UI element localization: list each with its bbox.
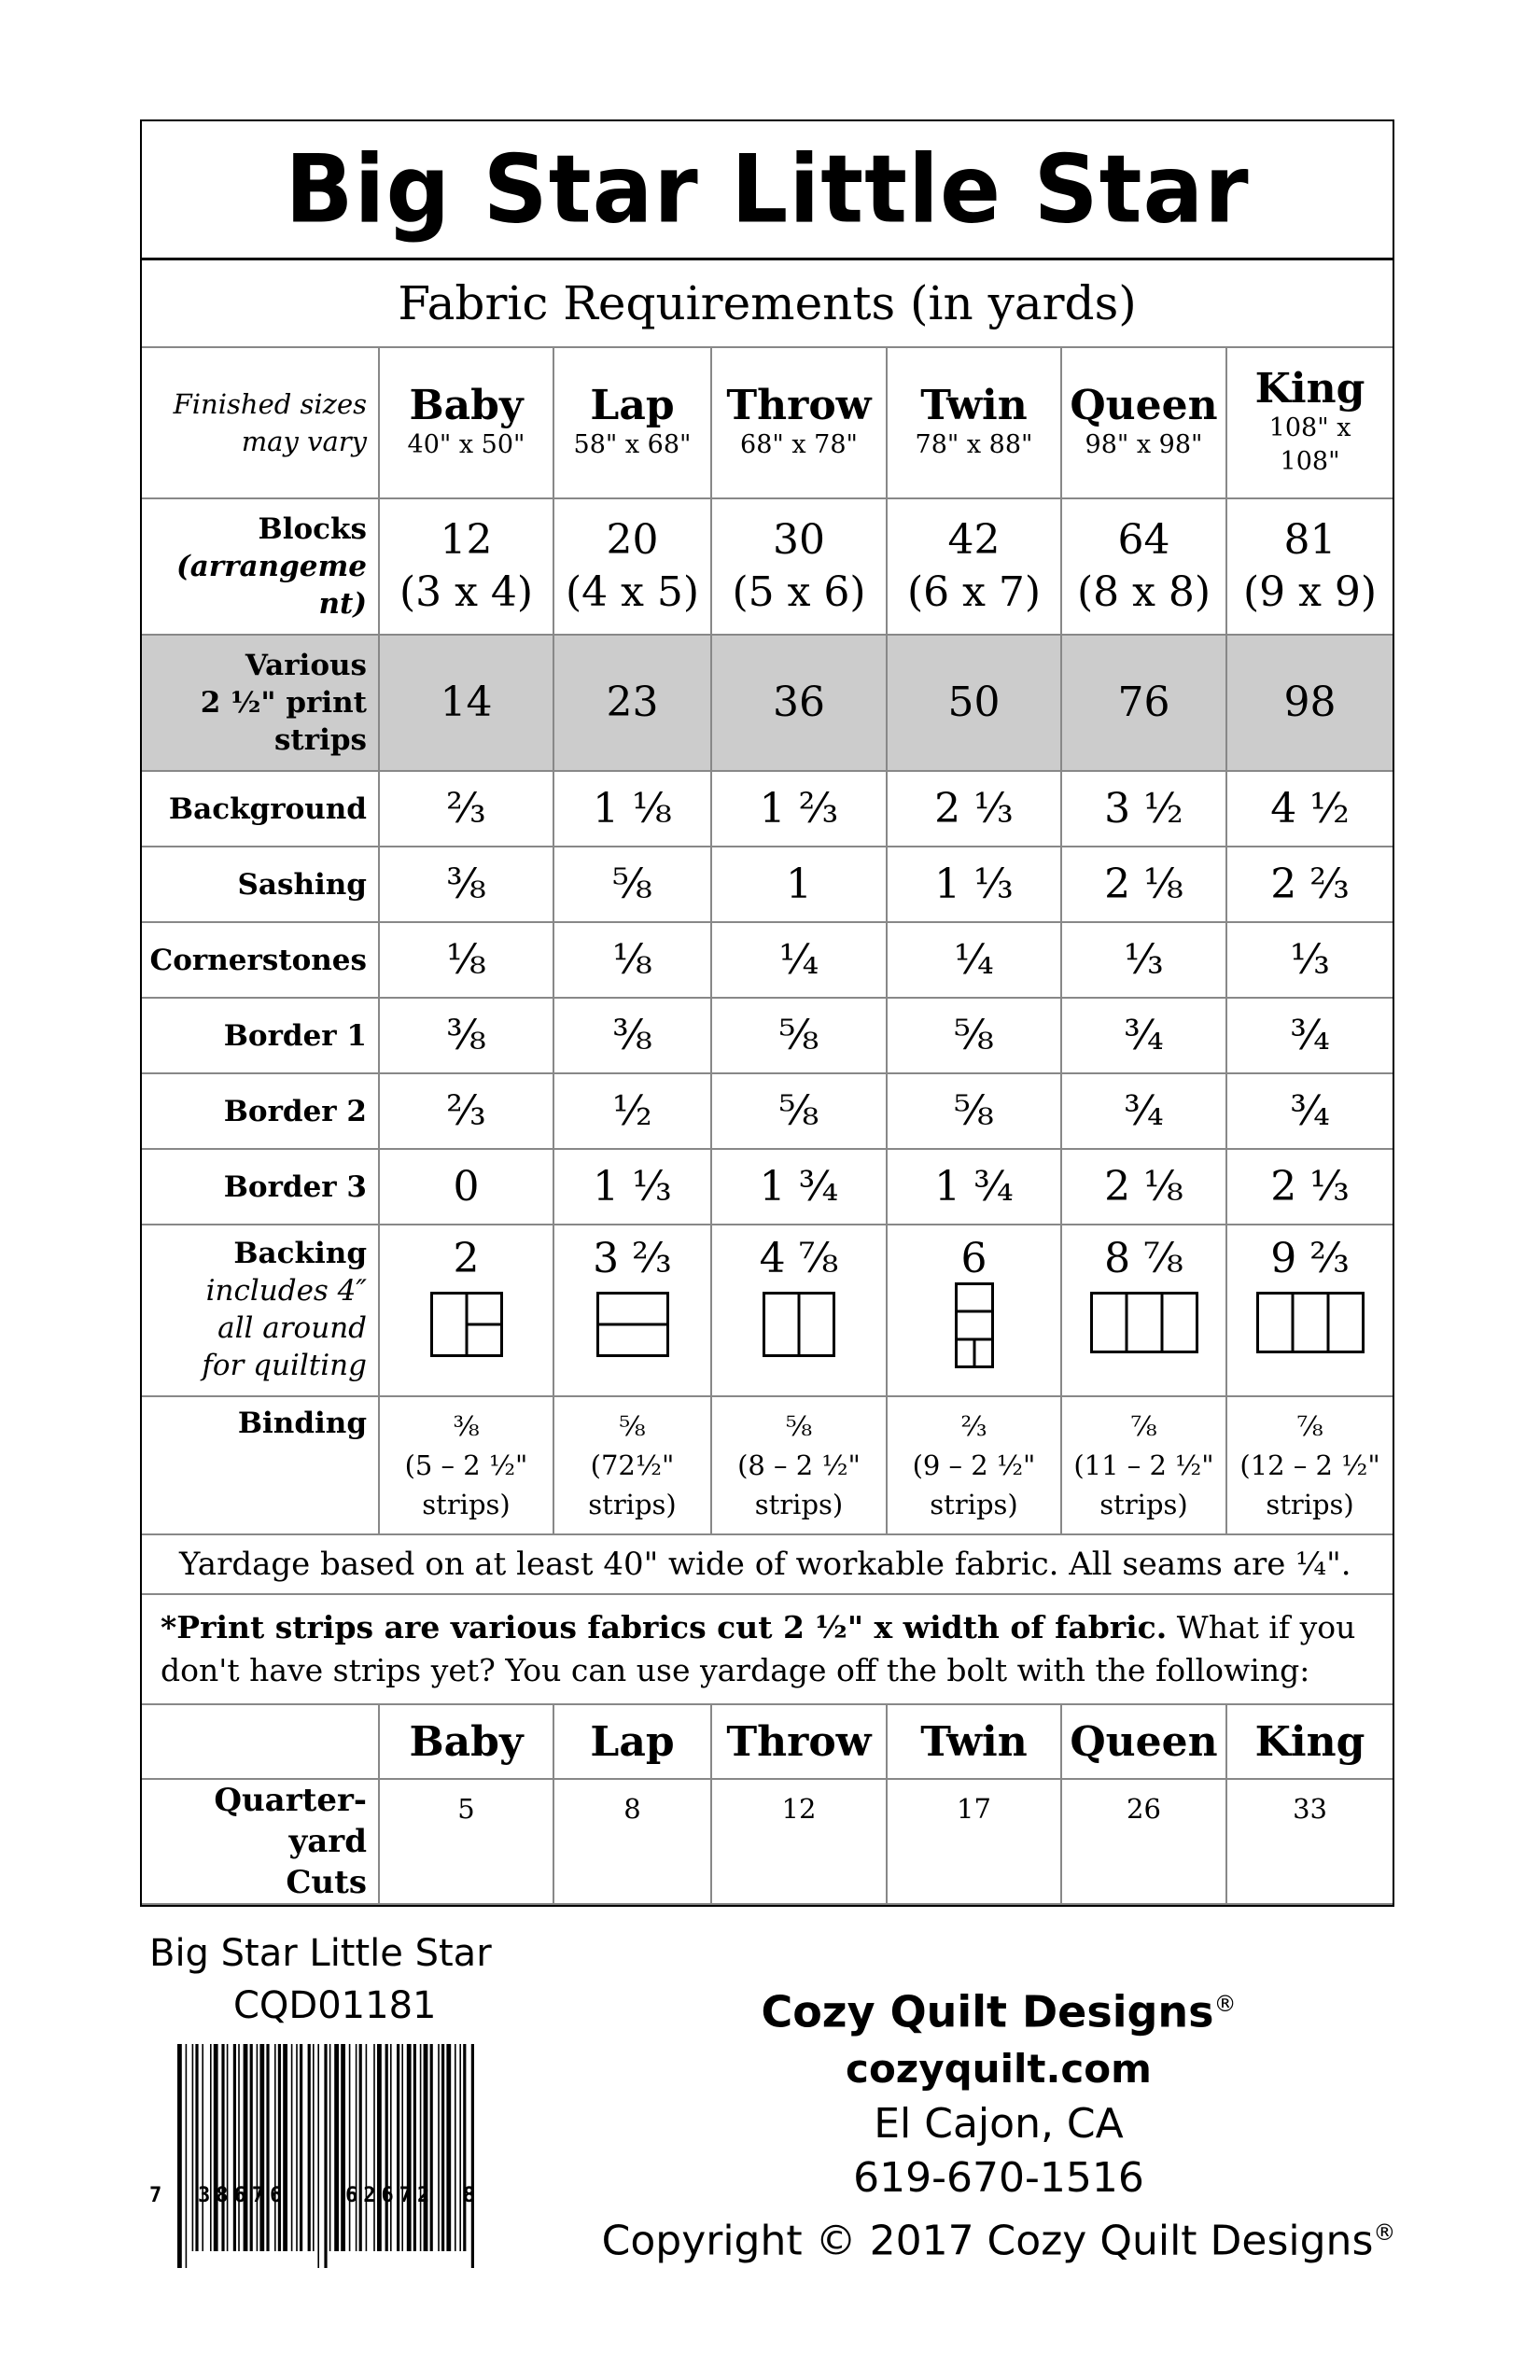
table-subtitle: Fabric Requirements (in yards) xyxy=(142,260,1393,347)
barcode-bar xyxy=(413,2044,416,2251)
row-label: Border 1 xyxy=(142,998,379,1073)
size-king: King 108" x 108" xyxy=(1226,347,1393,498)
size-throw: Throw 68" x 78" xyxy=(711,347,887,498)
copyright: Copyright © 2017 Cozy Quilt Designs® xyxy=(601,2217,1396,2265)
binding-cell: ⅜ (5 – 2 ½" strips) xyxy=(379,1396,553,1534)
binding-cell: ⅝ (72½" strips) xyxy=(553,1396,711,1534)
yardage-cell: ¾ xyxy=(1226,1073,1393,1149)
barcode-bar xyxy=(459,2044,461,2251)
fabric-requirements-table xyxy=(142,260,1393,1905)
column-header: King xyxy=(1226,1704,1393,1779)
barcode-bar xyxy=(296,2044,298,2251)
barcode-bar xyxy=(390,2044,392,2251)
product-code: CQD01181 xyxy=(233,1984,437,2027)
binding-label: Binding xyxy=(142,1396,379,1534)
backing-layout-icon xyxy=(1090,1292,1198,1353)
yardage-cell: 0 xyxy=(379,1149,553,1225)
company-city: El Cajon, CA xyxy=(874,2100,1124,2149)
barcode-bar xyxy=(308,2044,311,2251)
yardage-cell: ⅝ xyxy=(887,1073,1061,1149)
barcode-digit: 8 xyxy=(463,2184,476,2207)
yardage-cell: ¾ xyxy=(1061,1073,1226,1149)
yardage-cell: 1 ⅔ xyxy=(711,771,887,847)
strips-cell: 98 xyxy=(1226,635,1393,771)
yardage-cell: ⅜ xyxy=(553,998,711,1073)
blocks-cell: 81 (9 x 9) xyxy=(1226,498,1393,635)
row-label: Background xyxy=(142,771,379,847)
yardage-note: Yardage based on at least 40" wide of workable fabric. All seams are ¼". xyxy=(142,1534,1393,1594)
yardage-cell: 1 ¾ xyxy=(711,1149,887,1225)
row-label: Sashing xyxy=(142,847,379,922)
column-header: Queen xyxy=(1061,1704,1226,1779)
barcode-bar xyxy=(430,2044,433,2251)
blocks-cell: 20 (4 x 5) xyxy=(553,498,711,635)
quarter-yard-cell: 26 xyxy=(1061,1779,1226,1904)
barcode-bar xyxy=(441,2044,444,2251)
sashing-row xyxy=(142,847,1393,922)
barcode-digit: 38676 xyxy=(198,2184,288,2207)
barcode-bar xyxy=(238,2044,240,2251)
barcode-bar xyxy=(266,2044,269,2251)
print-strips-label: Various 2 ½" print strips xyxy=(142,635,379,771)
barcode-bar xyxy=(221,2044,224,2251)
strips-cell: 76 xyxy=(1061,635,1226,771)
company-phone: 619-670-1516 xyxy=(853,2154,1144,2203)
yardage-cell: 1 ⅛ xyxy=(553,771,711,847)
barcode-bar xyxy=(250,2044,253,2251)
barcode-bar xyxy=(244,2044,248,2251)
barcode-bar xyxy=(313,2044,315,2251)
barcode-bar xyxy=(385,2044,388,2251)
blocks-cell: 30 (5 x 6) xyxy=(711,498,887,635)
blocks-cell: 42 (6 x 7) xyxy=(887,498,1061,635)
row-label: Cornerstones xyxy=(142,922,379,998)
yardage-cell: ⅔ xyxy=(379,1073,553,1149)
backing-cell: 2 xyxy=(379,1225,553,1396)
size-queen: Queen 98" x 98" xyxy=(1061,347,1226,498)
yardage-cell: ⅓ xyxy=(1226,922,1393,998)
quarter-yard-label: Quarter-yard Cuts xyxy=(142,1779,379,1904)
yardage-cell: ⅝ xyxy=(887,998,1061,1073)
yardage-cell: 1 ⅓ xyxy=(887,847,1061,922)
yardage-cell: 1 xyxy=(711,847,887,922)
backing-layout-icon xyxy=(596,1292,669,1357)
requirements-frame xyxy=(140,119,1394,1907)
barcode-bar xyxy=(300,2044,302,2251)
quarter-yard-cell: 12 xyxy=(711,1779,887,1904)
column-header: Baby xyxy=(379,1704,553,1779)
cornerstones-row xyxy=(142,922,1393,998)
yardage-cell: ¾ xyxy=(1226,998,1393,1073)
quarter-yard-row xyxy=(142,1779,1393,1904)
quarter-yard-cell: 8 xyxy=(553,1779,711,1904)
binding-cell: ⅝ (8 – 2 ½" strips) xyxy=(711,1396,887,1534)
backing-label: Backing includes 4″ all around for quilting xyxy=(142,1225,379,1396)
barcode-bar xyxy=(420,2044,422,2251)
yardage-cell: 1 ⅓ xyxy=(553,1149,711,1225)
yardage-cell: ⅜ xyxy=(379,998,553,1073)
company-info xyxy=(597,1974,1400,2269)
size-lap: Lap 58" x 68" xyxy=(553,347,711,498)
barcode-bar xyxy=(202,2044,203,2251)
column-header: Lap xyxy=(553,1704,711,1779)
yardage-cell: 2 ⅓ xyxy=(887,771,1061,847)
barcode-bar xyxy=(257,2044,259,2251)
backing-layout-icon xyxy=(955,1282,994,1368)
barcode-bar xyxy=(366,2044,368,2251)
barcode-bar xyxy=(274,2044,276,2251)
background-row xyxy=(142,771,1393,847)
yardage-cell: 2 ⅓ xyxy=(1226,1149,1393,1225)
barcode-digit: 62672 xyxy=(345,2184,436,2207)
backing-layout-icon xyxy=(1256,1292,1365,1353)
barcode-bar xyxy=(259,2044,264,2251)
yardage-cell: ⅛ xyxy=(553,922,711,998)
product-name: Big Star Little Star xyxy=(149,1932,492,1975)
barcode-bar xyxy=(463,2044,466,2251)
barcode-bar xyxy=(186,2044,188,2268)
barcode xyxy=(168,2044,485,2268)
yardage-cell: ¼ xyxy=(711,922,887,998)
yardage-cell: 3 ½ xyxy=(1061,771,1226,847)
backing-cell: 8 ⅞ xyxy=(1061,1225,1226,1396)
company-website[interactable]: cozyquilt.com xyxy=(846,2046,1152,2093)
barcode-bar xyxy=(341,2044,345,2251)
size-twin: Twin 78" x 88" xyxy=(887,347,1061,498)
size-header-row xyxy=(142,347,1393,498)
binding-cell: ⅔ (9 – 2 ½" strips) xyxy=(887,1396,1061,1534)
strips-cell: 23 xyxy=(553,635,711,771)
barcode-bar xyxy=(377,2044,382,2251)
barcode-bar xyxy=(329,2044,331,2251)
barcode-bar xyxy=(233,2044,236,2251)
yardage-cell: ⅝ xyxy=(711,1073,887,1149)
backing-cell: 6 xyxy=(887,1225,1061,1396)
quarter-yard-cell: 33 xyxy=(1226,1779,1393,1904)
barcode-bar xyxy=(471,2044,474,2268)
barcode-bar xyxy=(334,2044,339,2251)
yardage-cell: ½ xyxy=(553,1073,711,1149)
border3-row xyxy=(142,1149,1393,1225)
yardage-cell: ⅝ xyxy=(711,998,887,1073)
yardage-cell: 2 ⅔ xyxy=(1226,847,1393,922)
yardage-cell: 4 ½ xyxy=(1226,771,1393,847)
yardage-cell: 2 ⅛ xyxy=(1061,847,1226,922)
column-header: Twin xyxy=(887,1704,1061,1779)
barcode-bar xyxy=(177,2044,182,2268)
barcode-bar xyxy=(359,2044,362,2251)
pattern-title: Big Star Little Star xyxy=(285,134,1250,245)
blocks-cell: 64 (8 x 8) xyxy=(1061,498,1226,635)
barcode-bar xyxy=(278,2044,281,2251)
barcode-bar xyxy=(407,2044,412,2251)
barcode-bar xyxy=(291,2044,293,2251)
barcode-bar xyxy=(214,2044,218,2251)
barcode-bar xyxy=(227,2044,229,2251)
print-strips-row xyxy=(142,635,1393,771)
barcode-bar xyxy=(324,2044,327,2268)
backing-cell: 4 ⅞ xyxy=(711,1225,887,1396)
size-baby: Baby 40" x 50" xyxy=(379,347,553,498)
barcode-bar xyxy=(349,2044,351,2251)
barcode-bar xyxy=(283,2044,287,2251)
border2-row xyxy=(142,1073,1393,1149)
binding-row xyxy=(142,1396,1393,1534)
yardage-cell: ⅛ xyxy=(379,922,553,998)
quarter-yard-cell: 5 xyxy=(379,1779,553,1904)
barcode-bar xyxy=(424,2044,428,2251)
column-header: Throw xyxy=(711,1704,887,1779)
strips-cell: 14 xyxy=(379,635,553,771)
barcode-bar xyxy=(401,2044,403,2251)
yardage-cell: 1 ¾ xyxy=(887,1149,1061,1225)
backing-layout-icon xyxy=(430,1292,503,1357)
row-label: Border 2 xyxy=(142,1073,379,1149)
yardage-cell: ¾ xyxy=(1061,998,1226,1073)
binding-cell: ⅞ (12 – 2 ½" strips) xyxy=(1226,1396,1393,1534)
blocks-row xyxy=(142,498,1393,635)
backing-cell: 3 ⅔ xyxy=(553,1225,711,1396)
barcode-bar xyxy=(446,2044,451,2251)
backing-layout-icon xyxy=(763,1292,835,1357)
barcode-bar xyxy=(455,2044,456,2251)
quarter-yard-cell: 17 xyxy=(887,1779,1061,1904)
row-label: Border 3 xyxy=(142,1149,379,1225)
finished-sizes-note: Finished sizes may vary xyxy=(142,347,379,498)
blocks-cell: 12 (3 x 4) xyxy=(379,498,553,635)
barcode-bar xyxy=(438,2044,440,2251)
barcode-bar xyxy=(317,2044,319,2268)
quarter-yard-header-row xyxy=(142,1704,1393,1779)
barcode-bar xyxy=(210,2044,212,2251)
yardage-cell: ⅓ xyxy=(1061,922,1226,998)
yardage-cell: ⅔ xyxy=(379,771,553,847)
yardage-cell: ¼ xyxy=(887,922,1061,998)
binding-cell: ⅞ (11 – 2 ½" strips) xyxy=(1061,1396,1226,1534)
yardage-cell: ⅜ xyxy=(379,847,553,922)
backing-cell: 9 ⅔ xyxy=(1226,1225,1393,1396)
print-strips-note: *Print strips are various fabrics cut 2 ½" x width of fabric. What if you don't have strips yet? You can use yardage off the bolt with the following: xyxy=(142,1594,1393,1704)
barcode-bar xyxy=(195,2044,198,2251)
border1-row xyxy=(142,998,1393,1073)
blocks-label: Blocks (arrangeme nt) xyxy=(142,498,379,635)
barcode-digit: 7 xyxy=(149,2184,162,2207)
yardage-cell: 2 ⅛ xyxy=(1061,1149,1226,1225)
strips-cell: 50 xyxy=(887,635,1061,771)
company-name: Cozy Quilt Designs® xyxy=(761,1986,1237,2037)
yardage-cell: ⅝ xyxy=(553,847,711,922)
barcode-bar xyxy=(356,2044,357,2251)
strips-cell: 36 xyxy=(711,635,887,771)
barcode-bar xyxy=(192,2044,194,2251)
backing-row xyxy=(142,1225,1393,1396)
barcode-bar xyxy=(397,2044,399,2251)
barcode-bar xyxy=(373,2044,375,2251)
title-box xyxy=(142,121,1393,260)
